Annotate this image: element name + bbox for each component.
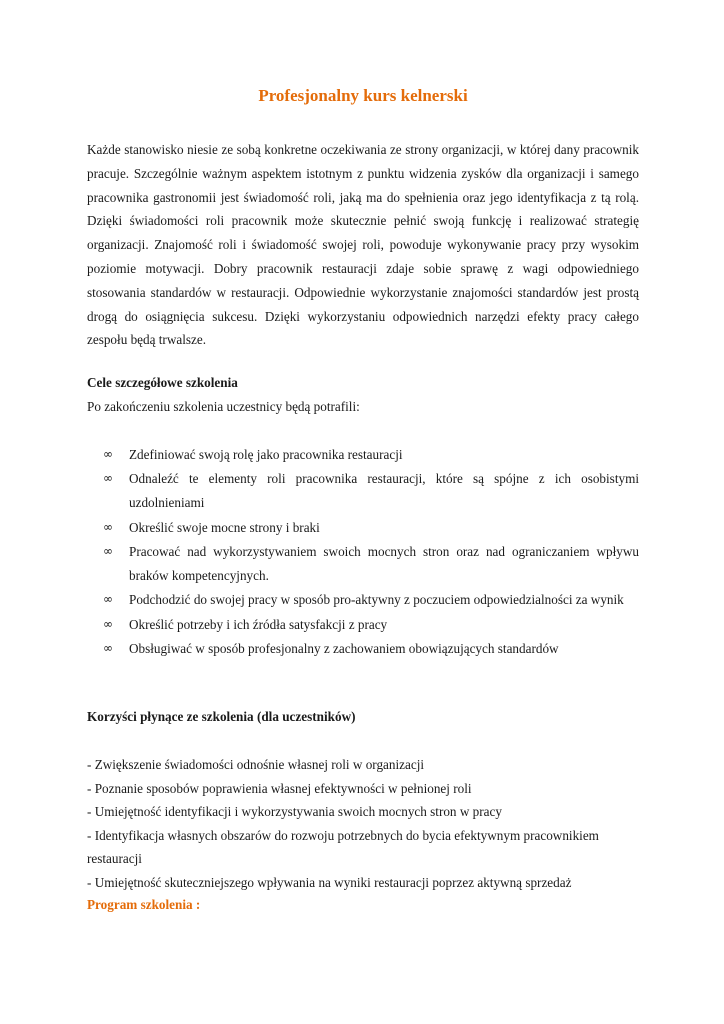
list-item <box>103 467 639 515</box>
intro-paragraph: Każde stanowisko niesie ze sobą konkretne oczekiwania ze strony organizacji, w której dany pracownik pracuje. Szczególnie ważnym aspektem istotnym z punktu widzenia zysków dla organizacji i samego pracownika gastronomii jest świadomość roli, jaką ma do spełnienia oraz jego identyfikacja z tą rolą. Dzięki świadomości roli pracownik może skutecznie pełnić swoją funkcję i realizować strategię organizacji. Znajomość roli i świadomość swojej roli, powoduje wykonywanie pracy przy wysokim poziomie motywacji. Dobry pracownik restauracji zdaje sobie sprawę z wagi odpowiedniego stosowania standardów w restauracji. Odpowiednie wykorzystanie znajomości standardów jest prostą drogą do osiągnięcia sukcesu. Dzięki wykorzystaniu odpowiednich narzędzi efekty pracy całego zespołu będą trwalsze. <box>87 142 639 348</box>
list-item-text: Odnaleźć te elementy roli pracownika restauracji, które są spójne z ich osobistymi uzdolnieniami <box>129 471 639 511</box>
list-item-text: Obsługiwać w sposób profesjonalny z zachowaniem obowiązujących standardów <box>129 640 559 656</box>
document-title: Profesjonalny kurs kelnerski <box>258 86 468 105</box>
list-item <box>103 588 639 612</box>
list-item: - Poznanie sposobów poprawienia własnej efektywności w pełnionej roli <box>87 780 472 796</box>
benefits-heading: Korzyści płynące ze szkolenia (dla uczestników) <box>87 709 356 724</box>
list-item-text: Zdefiniować swoją rolę jako pracownika restauracji <box>129 447 403 462</box>
list-item: - Umiejętność skuteczniejszego wpływania na wyniki restauracji poprzez aktywną sprzedaż <box>87 874 572 890</box>
list-item-text: Określić potrzeby i ich źródła satysfakcji z pracy <box>129 616 388 632</box>
infinity-bullet-icon: ∞ <box>103 543 113 558</box>
list-item <box>103 516 639 540</box>
list-item: - Umiejętność identyfikacji i wykorzystywania swoich mocnych stron w pracy <box>87 804 502 820</box>
list-item: - Zwiększenie świadomości odnośnie własnej roli w organizacji <box>87 757 425 772</box>
infinity-bullet-icon: ∞ <box>103 592 113 607</box>
goals-heading: Cele szczegółowe szkolenia <box>87 375 238 390</box>
goals-list <box>103 443 639 661</box>
list-item-text: Pracować nad wykorzystywaniem swoich mocnych stron oraz nad ograniczaniem wpływu braków kompetencyjnych. <box>129 543 639 583</box>
list-item-text: Podchodzić do swojej pracy w sposób pro-aktywny z poczuciem odpowiedzialności za wynik <box>129 592 624 608</box>
infinity-bullet-icon: ∞ <box>103 640 113 655</box>
program-heading: Program szkolenia : <box>87 897 201 912</box>
infinity-bullet-icon: ∞ <box>103 616 113 631</box>
benefits-list <box>87 753 639 895</box>
list-item: - Identyfikacja własnych obszarów do rozwoju potrzebnych do bycia efektywnym pracownikiem restauracji <box>87 827 599 867</box>
list-item <box>103 443 639 467</box>
list-item <box>103 613 639 637</box>
list-item-text: Określić swoje mocne strony i braki <box>129 519 320 535</box>
goals-subtitle: Po zakończeniu szkolenia uczestnicy będą potrafili: <box>87 399 360 414</box>
infinity-bullet-icon: ∞ <box>103 447 113 461</box>
list-item <box>103 540 639 588</box>
list-item <box>103 637 639 661</box>
infinity-bullet-icon: ∞ <box>103 471 113 486</box>
infinity-bullet-icon: ∞ <box>103 519 113 534</box>
